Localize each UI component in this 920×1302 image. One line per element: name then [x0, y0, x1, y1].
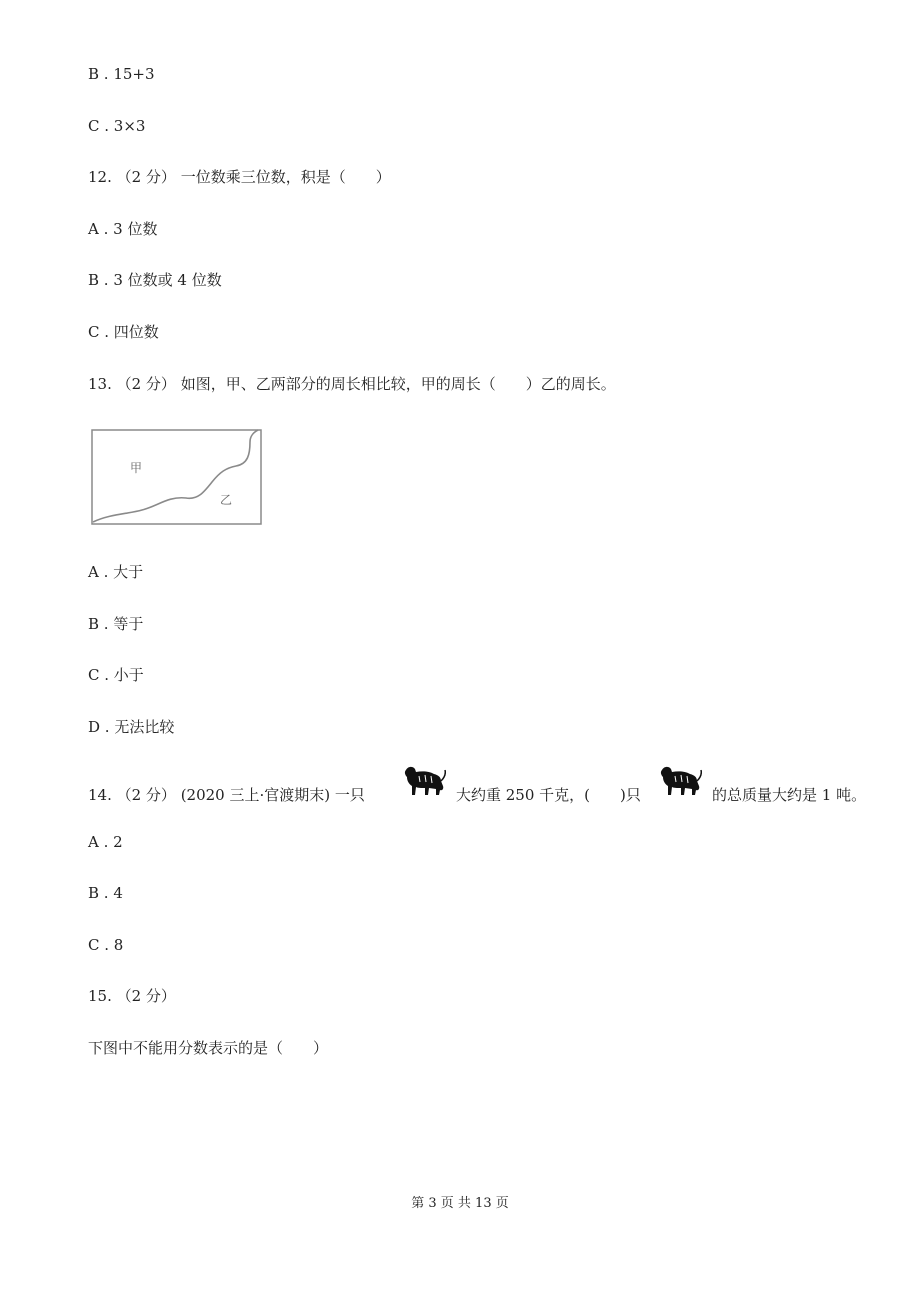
q14-stem-part3: 的总质量大约是 1 吨。 — [712, 786, 867, 804]
q12-stem: 12. （2 分） 一位数乘三位数，积是（ ） — [88, 168, 391, 186]
tiger-icon — [658, 764, 702, 798]
q14-option-c: C . 8 — [88, 936, 124, 954]
q12-option-a: A . 3 位数 — [88, 220, 158, 238]
q13-stem: 13. （2 分） 如图，甲、乙两部分的周长相比较，甲的周长（ ）乙的周长。 — [88, 375, 616, 393]
perimeter-figure — [90, 428, 264, 528]
q14-option-b: B . 4 — [88, 884, 123, 902]
figure-curve — [93, 430, 258, 522]
tiger-icon — [402, 764, 446, 798]
q11-option-c: C . 3×3 — [88, 117, 146, 135]
q15-text: 下图中不能用分数表示的是（ ） — [88, 1039, 329, 1057]
q15-stem: 15. （2 分） — [88, 987, 176, 1005]
label-yi: 乙 — [220, 493, 233, 507]
q13-option-b: B . 等于 — [88, 615, 144, 633]
q14-stem-part2: 大约重 250 千克，( )只 — [456, 786, 641, 804]
q13-option-a: A . 大于 — [88, 563, 144, 581]
q12-option-c: C . 四位数 — [88, 323, 159, 341]
q13-option-d: D . 无法比较 — [88, 718, 175, 736]
q13-option-c: C . 小于 — [88, 666, 144, 684]
q12-option-b: B . 3 位数或 4 位数 — [88, 271, 222, 289]
q11-option-b: B . 15+3 — [88, 65, 155, 83]
q14-stem-part1: 14. （2 分） (2020 三上·官渡期末) 一只 — [88, 786, 365, 804]
page-footer: 第 3 页 共 13 页 — [411, 1196, 509, 1211]
label-jia: 甲 — [130, 461, 143, 475]
q14-option-a: A . 2 — [88, 833, 123, 851]
figure-rectangle — [92, 430, 261, 524]
